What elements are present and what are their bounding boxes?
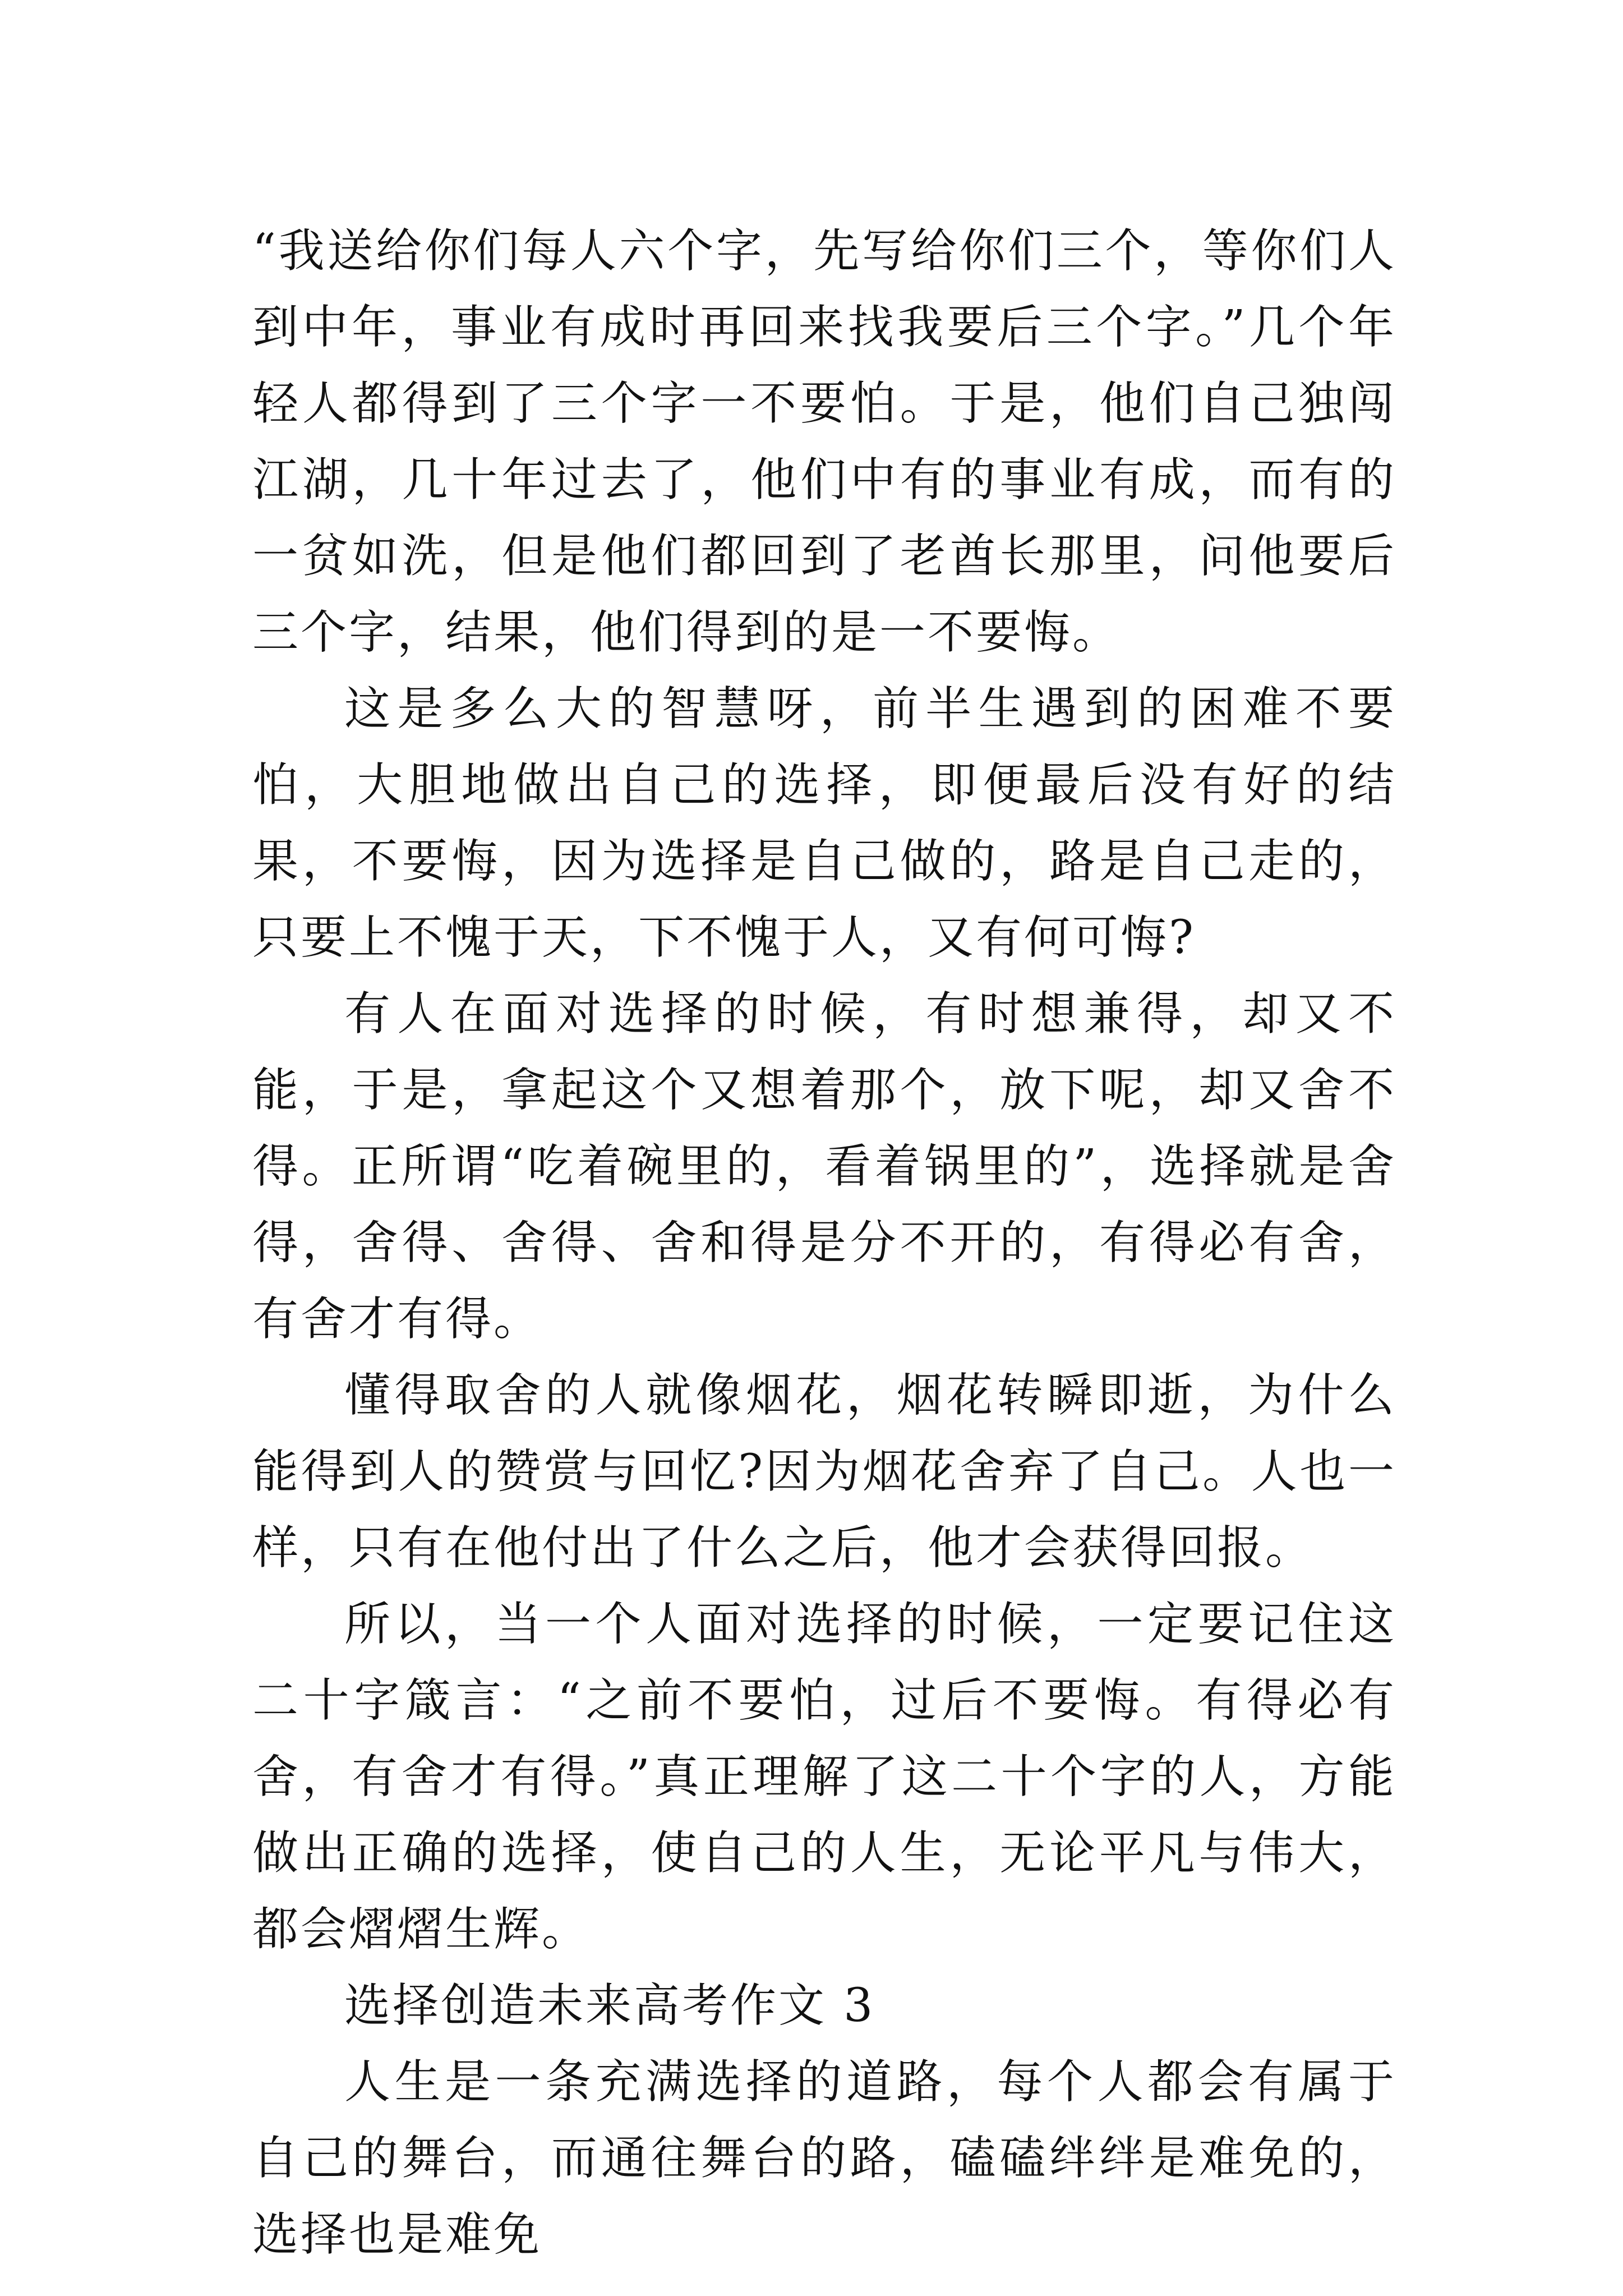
paragraph-5: 所以，当一个人面对选择的时候，一定要记住这二十字箴言：“之前不要怕，过后不要悔。有得必有舍，有舍才有得。”真正理解了这二十个字的人，方能做出正确的选择，使自己的人生，无论平凡与伟大，都会熠熠生辉。	[252, 1598, 1396, 1956]
document-page	[252, 213, 1396, 2273]
paragraph-1: “我送给你们每人六个字，先写给你们三个，等你们人到中年，事业有成时再回来找我要后三个字。”几个年轻人都得到了三个字一不要怕。于是，他们自己独闯江湖，几十年过去了，他们中有的事业有成，而有的一贫如洗，但是他们都回到了老酋长那里，问他要后三个字，结果，他们得到的是一不要悔。	[252, 224, 1396, 659]
paragraph-3: 有人在面对选择的时候，有时想兼得，却又不能，于是，拿起这个又想着那个，放下呢，却又舍不得。正所谓“吃着碗里的，看着锅里的”，选择就是舍得，舍得、舍得、舍和得是分不开的，有得必有舍，有舍才有得。	[252, 987, 1396, 1346]
paragraph-2: 这是多么大的智慧呀，前半生遇到的困难不要怕，大胆地做出自己的选择，即便最后没有好的结果，不要悔，因为选择是自己做的，路是自己走的，只要上不愧于天，下不愧于人，又有何可悔?	[252, 682, 1396, 964]
paragraph-4: 懂得取舍的人就像烟花，烟花转瞬即逝，为什么能得到人的赞赏与回忆?因为烟花舍弃了自己。人也一样，只有在他付出了什么之后，他才会获得回报。	[252, 1369, 1396, 1575]
paragraph-6: 人生是一条充满选择的道路，每个人都会有属于自己的舞台，而通往舞台的路，磕磕绊绊是难免的，选择也是难免	[252, 2055, 1396, 2261]
section-heading: 选择创造未来高考作文 3	[344, 1979, 875, 2032]
